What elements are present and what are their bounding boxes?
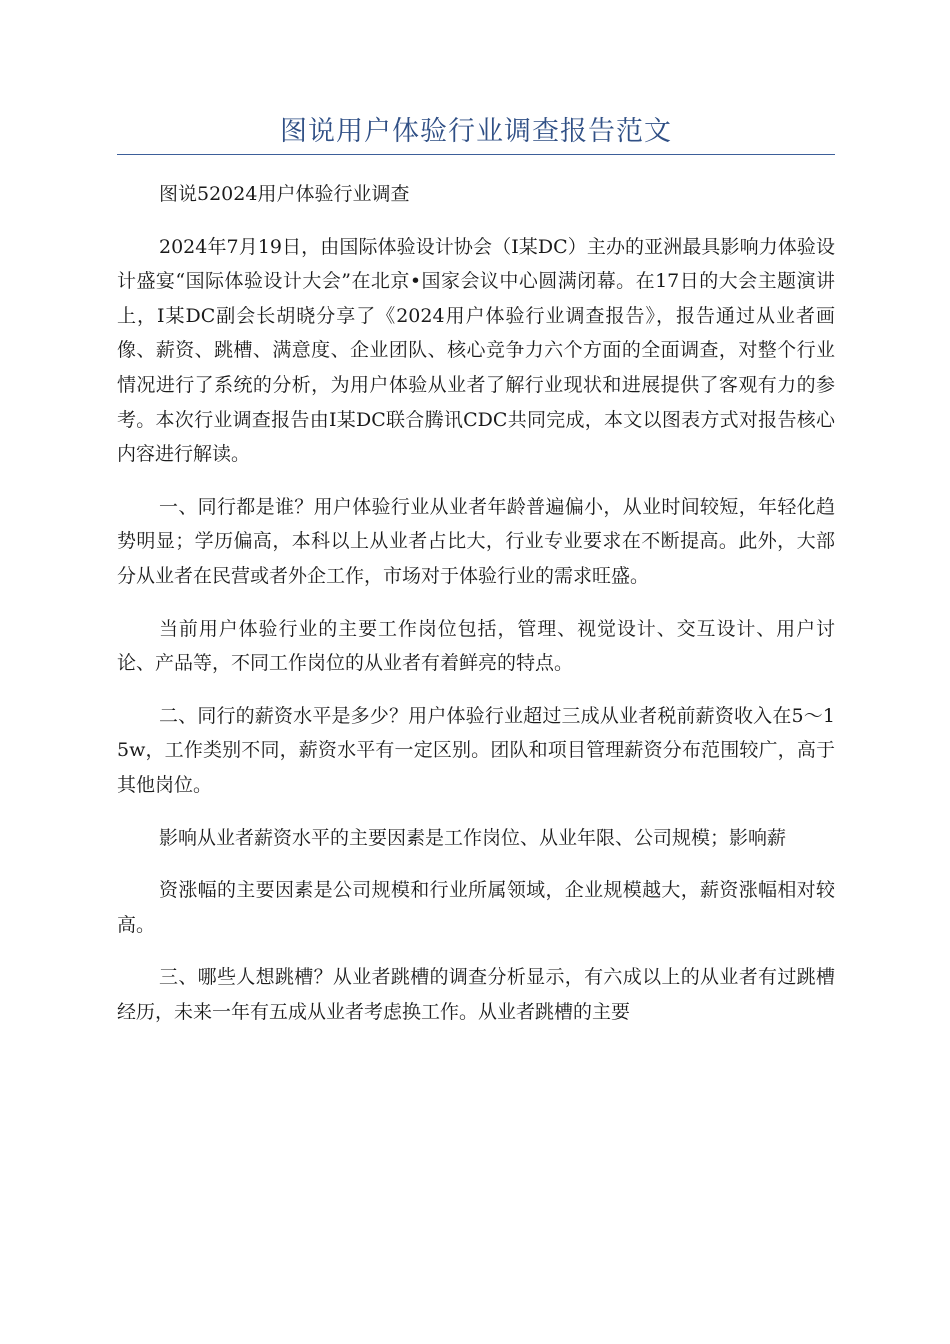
job-positions-paragraph: 当前用户体验行业的主要工作岗位包括，管理、视觉设计、交互设计、用户讨论、产品等，不同工作岗位的从业者有着鲜亮的特点。	[117, 617, 835, 675]
salary-factors-paragraph: 影响从业者薪资水平的主要因素是工作岗位、从业年限、公司规模；影响薪	[159, 826, 787, 849]
document-page	[117, 0, 835, 1029]
subtitle-paragraph: 图说52024用户体验行业调查	[159, 183, 410, 205]
section-two-paragraph: 二、同行的薪资水平是多少？用户体验行业超过三成从业者税前薪资收入在5～15w，工作类别不同，薪资水平有一定区别。团队和项目管理薪资分布范围较广，高于其他岗位。	[117, 704, 835, 796]
document-title: 图说用户体验行业调查报告范文	[280, 116, 672, 147]
title-divider	[117, 154, 835, 155]
section-three-paragraph: 三、哪些人想跳槽？从业者跳槽的调查分析显示，有六成以上的从业者有过跳槽经历，未来一年有五成从业者考虑换工作。从业者跳槽的主要	[117, 966, 835, 1023]
salary-growth-paragraph: 资涨幅的主要因素是公司规模和行业所属领域，企业规模越大，薪资涨幅相对较高。	[117, 879, 835, 936]
intro-paragraph: 2024年7月19日，由国际体验设计协会（I某DC）主办的亚洲最具影响力体验设计盛宴“国际体验设计大会”在北京•国家会议中心圆满闭幕。在17日的大会主题演讲上，I某DC副会长胡晓分享了《2024用户体验行业调查报告》，报告通过从业者画像、薪资、跳槽、满意度、企业团队、核心竞争力六个方面的全面调查，对整个行业情况进行了系统的分析，为用户体验从业者了解行业现状和进展提供了客观有力的参考。本次行业调查报告由I某DC联合腾讯CDC共同完成，本文以图表方式对报告核心内容进行解读。	[117, 235, 835, 466]
section-one-paragraph: 一、同行都是谁？用户体验行业从业者年龄普遍偏小，从业时间较短，年轻化趋势明显；学历偏高，本科以上从业者占比大，行业专业要求在不断提高。此外，大部分从业者在民营或者外企工作，市场对于体验行业的需求旺盛。	[117, 495, 835, 587]
